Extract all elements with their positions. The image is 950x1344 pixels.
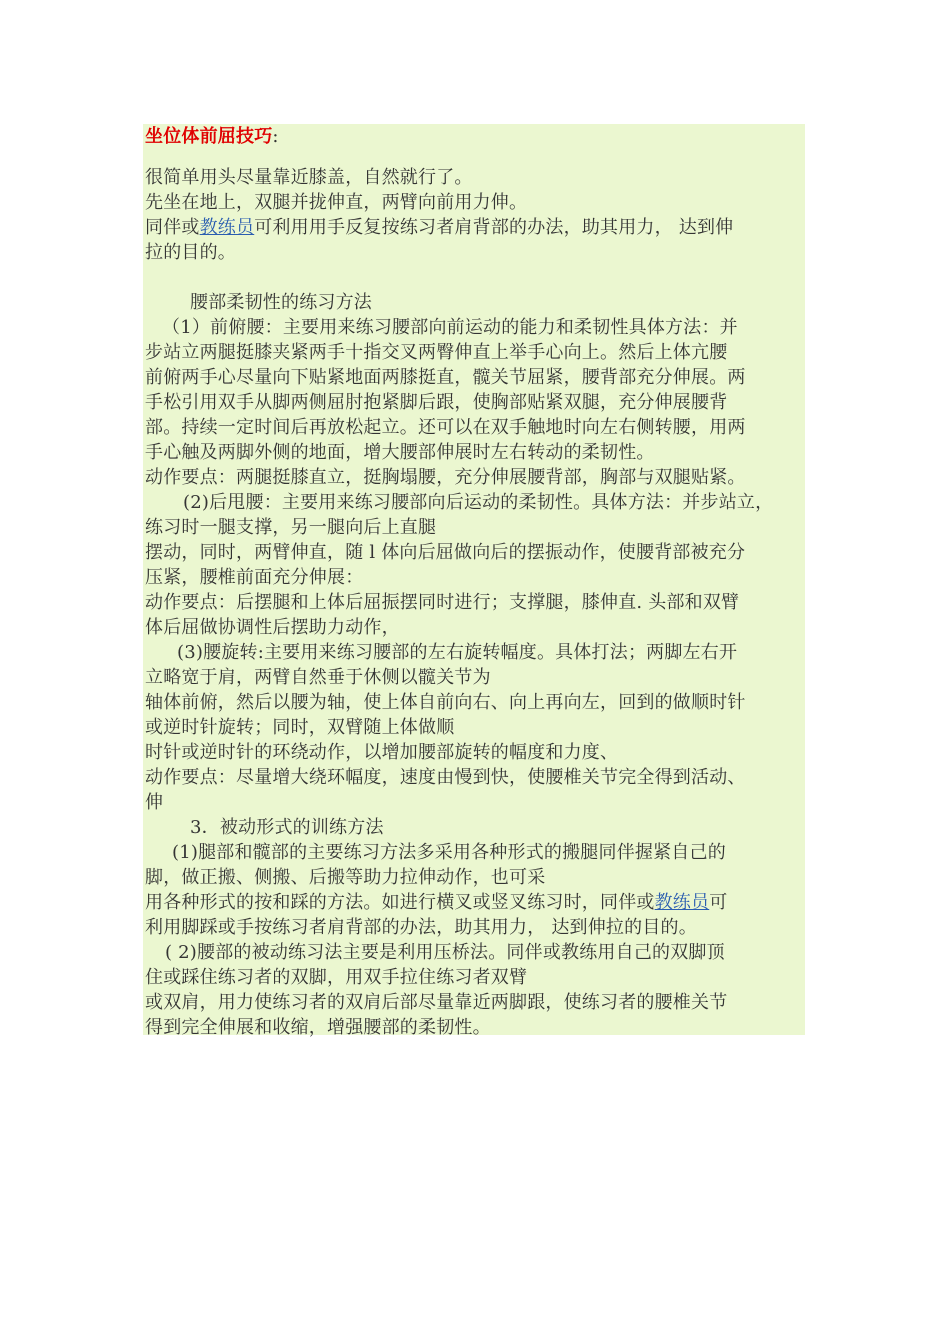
article-title: 坐位体前屈技巧:: [145, 126, 279, 147]
waist-p2-line: (2)后甩腰：主要用来练习腰部向后运动的柔韧性。具体方法：并步站立，: [183, 492, 774, 513]
passive-p1-line: (1)腿部和髋部的主要练习方法多采用各种形式的搬腿同伴握紧自己的: [172, 842, 726, 863]
intro-line-1: 很简单用头尽量靠近膝盖，自然就行了。: [145, 167, 473, 188]
waist-p2-line: 练习时一腿支撑，另一腿向后上直腿: [145, 517, 437, 538]
waist-p2-line: 摆动，同时，两臂伸直，随 l 体向后屈做向后的摆振动作，使腰背部被充分: [145, 542, 746, 563]
coach-link[interactable]: 教练员: [199, 217, 255, 238]
waist-p2-line: 体后屈做协调性后摆助力动作，: [145, 617, 400, 638]
waist-p1-line: （1）前俯腰：主要用来练习腰部向前运动的能力和柔韧性具体方法：并: [162, 317, 738, 338]
passive-p2-line: 或双肩，用力使练习者的双肩后部尽量靠近两脚跟，使练习者的腰椎关节: [145, 992, 728, 1013]
waist-p1-line: 前俯两手心尽量向下贴紧地面两膝挺直，髋关节屈紧，腰背部充分伸展。两: [145, 367, 746, 388]
waist-p2-line: 压紧，腰椎前面充分伸展：: [145, 567, 364, 588]
passive-p2-line: ( 2)腰部的被动练习法主要是利用压桥法。同伴或教练用自己的双脚顶: [165, 942, 725, 963]
intro-line-2: 先坐在地上，双腿并拢伸直，两臂向前用力伸。: [145, 192, 528, 213]
waist-p3-line: 动作要点：尽量增大绕环幅度，速度由慢到快，使腰椎关节完全得到活动、: [145, 767, 746, 788]
coach-link[interactable]: 教练员: [654, 892, 710, 913]
passive-p1-line: 脚，做正搬、侧搬、后搬等助力拉伸动作，也可采: [145, 867, 546, 888]
waist-p3-line: (3)腰旋转:主要用来练习腰部的左右旋转幅度。具体打法；两脚左右开: [177, 642, 738, 663]
waist-p1-line: 部。持续一定时间后再放松起立。还可以在双手触地时向左右侧转腰，用两: [145, 417, 746, 438]
waist-p3-line: 立略宽于肩，两臂自然垂于休侧以髋关节为: [145, 667, 491, 688]
waist-p3-line: 伸: [145, 792, 164, 813]
waist-p3-line: 时针或逆时针的环绕动作，以增加腰部旋转的幅度和力度、: [145, 742, 619, 763]
waist-p1-line: 步站立两腿挺膝夹紧两手十指交叉两臀伸直上举手心向上。然后上体亢腰: [145, 342, 728, 363]
passive-p2-line: 得到完全伸展和收缩，增强腰部的柔韧性。: [145, 1017, 491, 1038]
waist-p1-line: 手心触及两脚外侧的地面，增大腰部伸展时左右转动的柔韧性。: [145, 442, 655, 463]
passive-section-heading: 3．被动形式的训练方法: [190, 817, 384, 838]
waist-section-heading: 腰部柔韧性的练习方法: [190, 292, 372, 313]
passive-p2-line: 住或踩住练习者的双脚，用双手拉住练习者双臂: [145, 967, 528, 988]
waist-p1-line: 手松引用双手从脚两侧屈肘抱紧脚后跟，使胸部贴紧双腿，充分伸展腰背: [145, 392, 728, 413]
intro-line-4: 拉的目的。: [145, 242, 236, 263]
intro-line-3: 同伴或教练员可利用用手反复按练习者肩背部的办法，助其用力， 达到伸: [145, 217, 734, 238]
waist-p3-line: 轴体前俯，然后以腰为轴，使上体自前向右、向上再向左，回到的做顺时针: [145, 692, 746, 713]
waist-p1-line: 动作要点：两腿挺膝直立，挺胸塌腰，充分伸展腰背部，胸部与双腿贴紧。: [145, 467, 746, 488]
waist-p2-line: 动作要点：后摆腿和上体后屈振摆同时进行；支撑腿，膝伸直. 头部和双臂: [145, 592, 740, 613]
passive-p1-line: 利用脚踩或手按练习者肩背部的办法，助其用力， 达到伸拉的目的。: [145, 917, 697, 938]
passive-p1-line: 用各种形式的按和踩的方法。如进行横叉或竖叉练习时，同伴或教练员可: [145, 892, 728, 913]
waist-p3-line: 或逆时针旋转；同时，双臂随上体做顺: [145, 717, 455, 738]
